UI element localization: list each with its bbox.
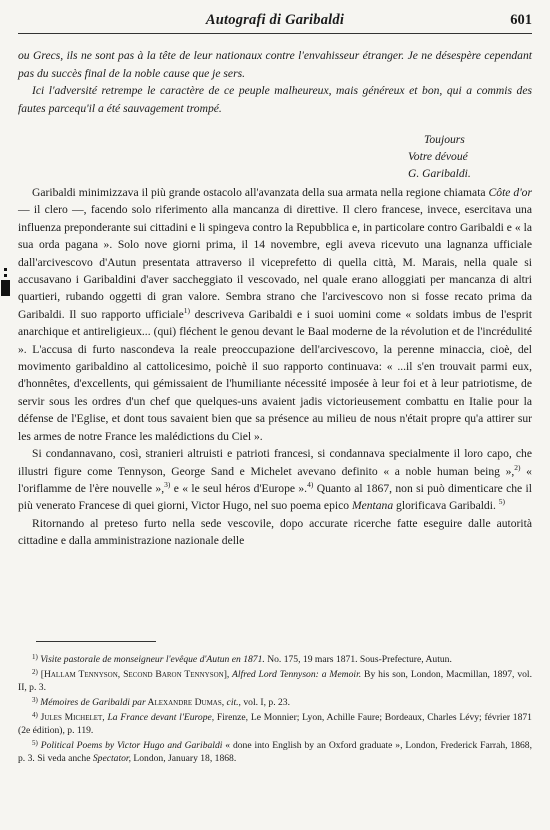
footnotes [18, 653, 532, 767]
footnote: $^{5)}$ Political Poems by Victor Hugo and Garibaldi « done into English by an Oxford graduate », London, Frederick Farrah, 1868, p. 3. Si veda anche Spectator, London, January 18, 1868. [18, 738, 532, 765]
footnote-ref[interactable]: 1) [183, 305, 191, 315]
footnote: $^{2)}$ [Hallam Tennyson, Second Baron Tennyson], Alfred Lord Tennyson: a Memoir. By his son, London, Macmillan, 1897, vol. II, p. 3. [18, 667, 532, 694]
footnote: $^{4)}$ Jules Michelet, La France devant l'Europe, Firenze, Le Monnier; Lyon, Achille Faure; Bordeaux, Charles Lévy; février 1871 (2e édition), p. 119. [18, 710, 532, 736]
letter-paragraph: Ici l'adversité retrempe le caractère de ce peuple malheureux, mais généreux et bon, qui a commis des fautes parcequ'il a été sauvagement trompé. [18, 84, 532, 115]
main-text [18, 184, 532, 550]
letter-signature [408, 131, 528, 182]
letter-paragraph: ou Grecs, ils ne sont pas à la tête de leur nationaux contre l'envahisseur étranger. Je ne désespère cependant pas du succès final de la noble cause que je sers. [18, 49, 532, 80]
footnote-ref[interactable]: 3) [164, 479, 171, 489]
footnote-rule [36, 641, 156, 642]
header-rule [18, 33, 532, 34]
closing-line: Votre dévoué [408, 150, 468, 163]
footnote-ref[interactable]: 2) [514, 462, 521, 472]
footnote-ref[interactable]: 5) [498, 497, 506, 507]
footnote: $^{1)}$ Visite pastorale de monseigneur l'evêque d'Autun en 1871. No. 175, 19 mars 1871. Sous-Prefecture, Autun. [32, 653, 452, 665]
signature-name: G. Garibaldi. [408, 167, 471, 180]
running-title: Autografi di Garibaldi [205, 12, 345, 28]
quoted-letter [18, 47, 532, 117]
body-paragraph: Si condannavano, così, stranieri altruisti e patrioti francesi, si condannava specialmente il loro capo, che illustri figure come Tennyson, George Sand e Michelet avevano definito « a noble human being »,$^{2)}$ « l'oriflamme de l'ère nouvelle »,$^{3)}$ e « le seul héros d'Europe ».$^{4)}$ Quanto al 1867, non si può dimenticare che il più venerato Francese di quei giorni, Victor Hugo, nel suo poema epico Mentana glorificava Garibaldi. $^{5)}$ [18, 447, 532, 513]
footnote: $^{3)}$ Mémoires de Garibaldi par Alexandre Dumas, cit., vol. I, p. 23. [32, 695, 290, 708]
footnote-ref[interactable]: 4) [307, 479, 314, 489]
closing-line: Toujours [424, 133, 465, 146]
body-paragraph: Garibaldi minimizzava il più grande ostacolo all'avanzata della sua armata nella regione chiamata Côte d'or — il clero —, facendo solo riferimento alla mancanza di direttive. Il clero francese, invece, esercitava una influenza preponderante sui cittadini e li spingeva contro la Repubblica e, in particolare contro Garibaldi e « la sua orda pagana ». Solo nove giorni prima, il 14 novembre, egli aveva ricevuto una lagnanza ufficiale dall'arcivescovo d'Autun presentata attraverso il viceprefetto di quella città, M. Marais, nella quale si accusavano i Garibaldini d'aver saccheggiato il vescovado, nel quale erano alloggiati per mancanza di altri quartieri, rubando oggetti di gran valore. Sembra strano che l'arcivescovo non si fosse recato prima da Garibaldi. Il suo rapporto ufficiale$^{1)}$ descriveva Garibaldi e i suoi uomini come « soldats imbus de l'esprit anarchique et antireligieux... (qui) fléchent le genou devant le Baal moderne de la révolution et de l'incrédulité ». L'accusa di furto nascondeva la reale preoccupazione dell'arcivescovo, la perenne minaccia, cioè, del movimento garibaldino al cattolicesimo, poichè il suo rapporto continuava: « ...il s'en trouvait parmi eux, d'honnêtes, d'excellents, qui gémissaient de l'humiliante nécessité imposée à leur foi et à leur patriotisme, de servir sous les ordres d'un chef que quelques-uns avaient jadis victorieusement combattu en Italie pour la défense de l'Eglise, et dont tous savaient bien que sa présence au milieu de nous n'était propre qu'a attirer sur les armes de notre France les malédictions du Ciel ». [18, 186, 532, 443]
body-paragraph: Ritornando al preteso furto nella sede vescovile, dopo accurate ricerche fatte eseguire dalle autorità cittadine e dalla amministrazione nazionale delle [18, 516, 532, 548]
margin-mark [1, 268, 10, 296]
running-header [18, 12, 532, 30]
page-number: 601 [510, 12, 532, 28]
